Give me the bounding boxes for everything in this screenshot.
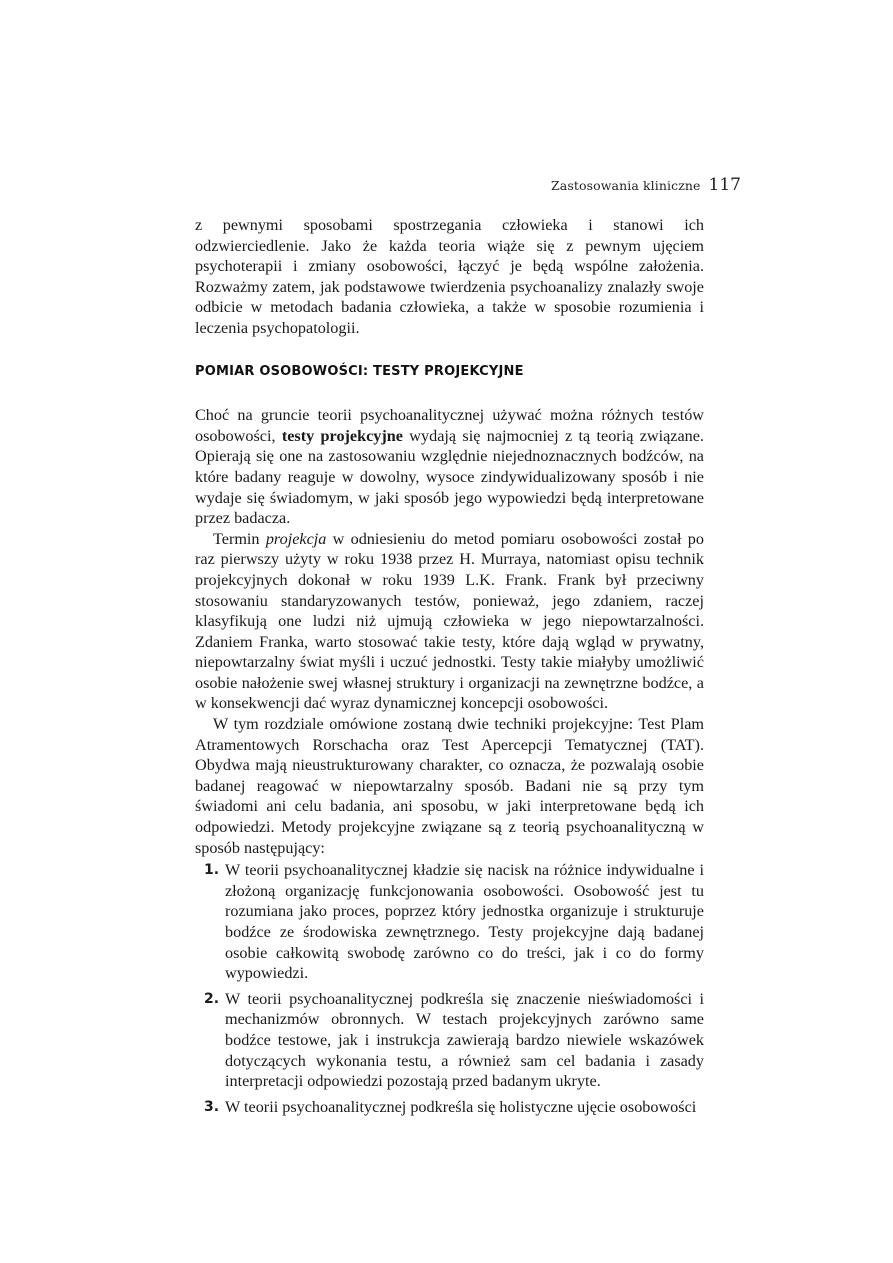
page-number: 117 [708,175,741,195]
list-item [195,1097,704,1118]
bold-term-projective-tests: testy projekcyjne [281,426,403,445]
list-item [195,989,704,1092]
list-number: 3. [204,1098,220,1115]
italic-term-projection: projekcja [265,529,327,548]
paragraph-2-start: Termin [213,529,266,548]
list-item-text: W teorii psychoanalitycznej kładzie się nacisk na różnice indywidualne i złożoną organizację funkcjonowania osobowości. Osobowość jest tu rozumiana jako proces, poprzez który jednostka organizuje i strukturuje bodźce ze środowiska zewnętrznego. Testy projekcyjne dają badanej osobie całkowitą swobodę zarówno co do treści, jak i co do formy wypowiedzi. [225,861,704,983]
running-title: Zastosowania kliniczne [551,178,701,193]
section-heading: POMIAR OSOBOWOŚCI: TESTY PROJEKCYJNE [195,363,524,379]
list-item-text: W teorii psychoanalitycznej podkreśla się holistyczne ujęcie osobowości [225,1097,697,1116]
list-number: 1. [204,862,220,879]
list-number: 2. [204,990,220,1007]
paragraph-1 [195,405,704,529]
paragraph-2-end: w odniesieniu do metod pomiaru osobowości został po raz pierwszy użyty w roku 1938 przez H. Murraya, natomiast opisu technik projekcyjnych dokonał w roku 1939 L.K. Frank. Frank był przeciwny stosowaniu standaryzowanych testów, ponieważ, jego zdaniem, raczej klasyfikują one ludzi niż ujmują człowieka w jego niepowtarzalności. Zdaniem Franka, warto stosować takie testy, które dają wgląd w prywatny, niepowtarzalny świat myśli i uczuć jednostki. Testy takie miałyby umożliwić osobie nałożenie swej własnej struktury i organizacji na zewnętrzne bodźce, a w konsekwencji dać wyraz dynamicznej koncepcji osobowości. [195,529,704,713]
page-header [195,175,741,195]
paragraph-3: W tym rozdziale omówione zostaną dwie techniki projekcyjne: Test Plam Atramentowych Rorschacha oraz Test Apercepcji Tematycznej (TAT). Obydwa mają nieustrukturowany charakter, co oznacza, że pozwalają osobie badanej reagować w niepowtarzalny sposób. Badani nie są przy tym świadomi ani celu badania, ani sposobu, w jaki interpretowane będą ich odpowiedzi. Metody projekcyjne związane są z teorią psychoanalityczną w sposób następujący: [195,715,704,857]
list-item [195,860,704,984]
paragraph-1-end: wydają się najmocniej z tą teorią związane. Opierają się one na zastosowaniu względnie niejednoznacznych bodźców, na które badany reaguje w dowolny, wysoce zindywidualizowany sposób i nie wydaje się świadomym, w jaki sposób jego wypowiedzi będą interpretowane przez badacza. [195,426,704,528]
intro-paragraph: z pewnymi sposobami spostrzegania człowieka i stanowi ich odzwierciedlenie. Jako że każda teoria wiąże się z pewnym ujęciem psychoterapii i zmiany osobowości, łączyć je będą wspólne założenia. Rozważmy zatem, jak podstawowe twierdzenia psychoanalizy znalazły swoje odbicie w metodach badania człowieka, a także w sposobie rozumienia i leczenia psychopatologii. [195,216,704,337]
paragraph-1-start: Choć na gruncie teorii psychoanalitycznej używać można różnych testów osobowości, [195,406,704,445]
list-item-text: W teorii psychoanalitycznej podkreśla się znaczenie nieświadomości i mechanizmów obronnych. W testach projekcyjnych zarówno same bodźce testowe, jak i instrukcja zawierają bardzo niewiele wskazówek dotyczących wykonania testu, a również sam cel badania i zasady interpretacji odpowiedzi pozostają przed badanym ukryte. [225,989,704,1091]
page-body [195,215,704,1122]
numbered-list [195,860,704,1117]
paragraph-2 [195,529,704,714]
